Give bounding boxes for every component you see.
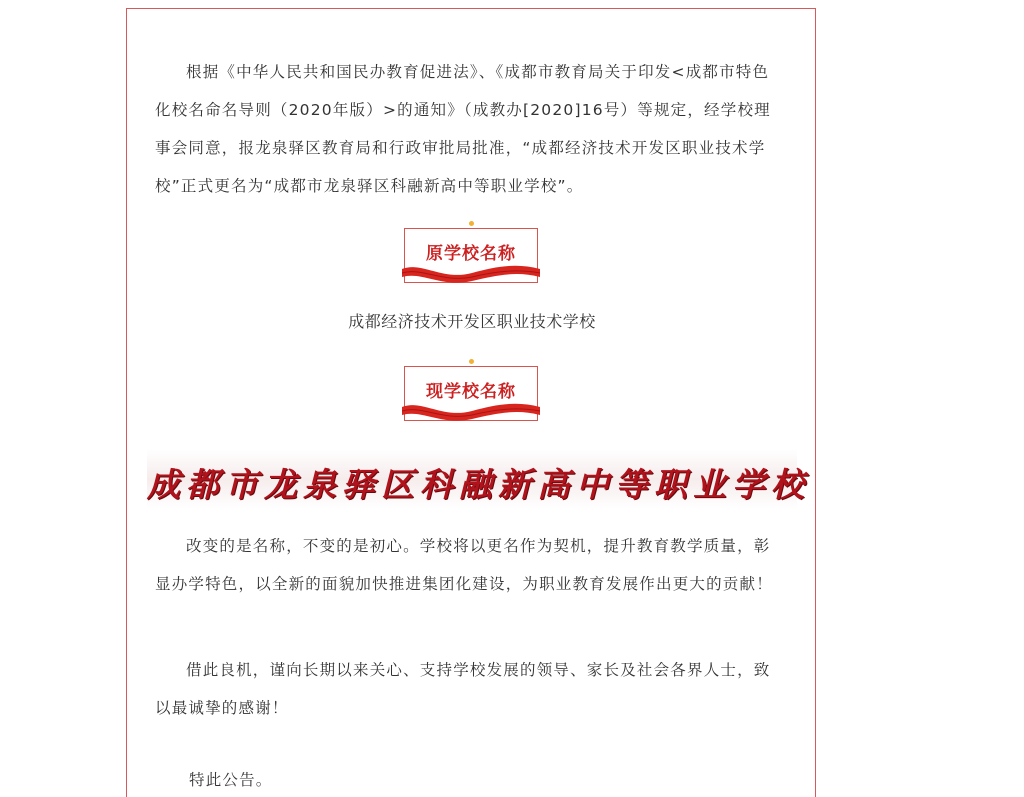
old-badge-title: 原学校名称 (426, 244, 516, 264)
closing-text: 特此公告。 (189, 771, 273, 789)
document-page (126, 8, 816, 797)
thanks-paragraph: 借此良机，谨向长期以来关心、支持学校发展的领导、家长及社会各界人士，致以最诚挚的感谢！ (155, 661, 771, 717)
new-name-badge (402, 359, 542, 423)
new-school-name: 成都市龙泉驿区科融新高中等职业学校 (147, 465, 810, 504)
intro-paragraph: 根据《中华人民共和国民办教育促进法》、《成都市教育局关于印发<成都市特色化校名命名导则（2020年版）>的通知》（成教办[2020]16号）等规定，经学校理事会同意，报龙泉驿区教育局和行政审批局批准，“成都经济技术开发区职业技术学校”正式更名为“成都市龙泉驿区科融新高中等职业学校”。 (155, 63, 771, 195)
change-paragraph: 改变的是名称，不变的是初心。学校将以更名作为契机，提升教育教学质量，彰显办学特色，以全新的面貌加快推进集团化建设，为职业教育发展作出更大的贡献！ (155, 537, 773, 593)
old-school-name: 成都经济技术开发区职业技术学校 (348, 312, 596, 331)
old-name-badge (402, 221, 542, 285)
gold-dot-icon (469, 221, 474, 226)
new-badge-title: 现学校名称 (426, 382, 516, 402)
ribbon-icon (402, 399, 540, 423)
gold-dot-icon (469, 359, 474, 364)
new-name-banner (147, 449, 810, 509)
ribbon-icon (402, 261, 540, 285)
